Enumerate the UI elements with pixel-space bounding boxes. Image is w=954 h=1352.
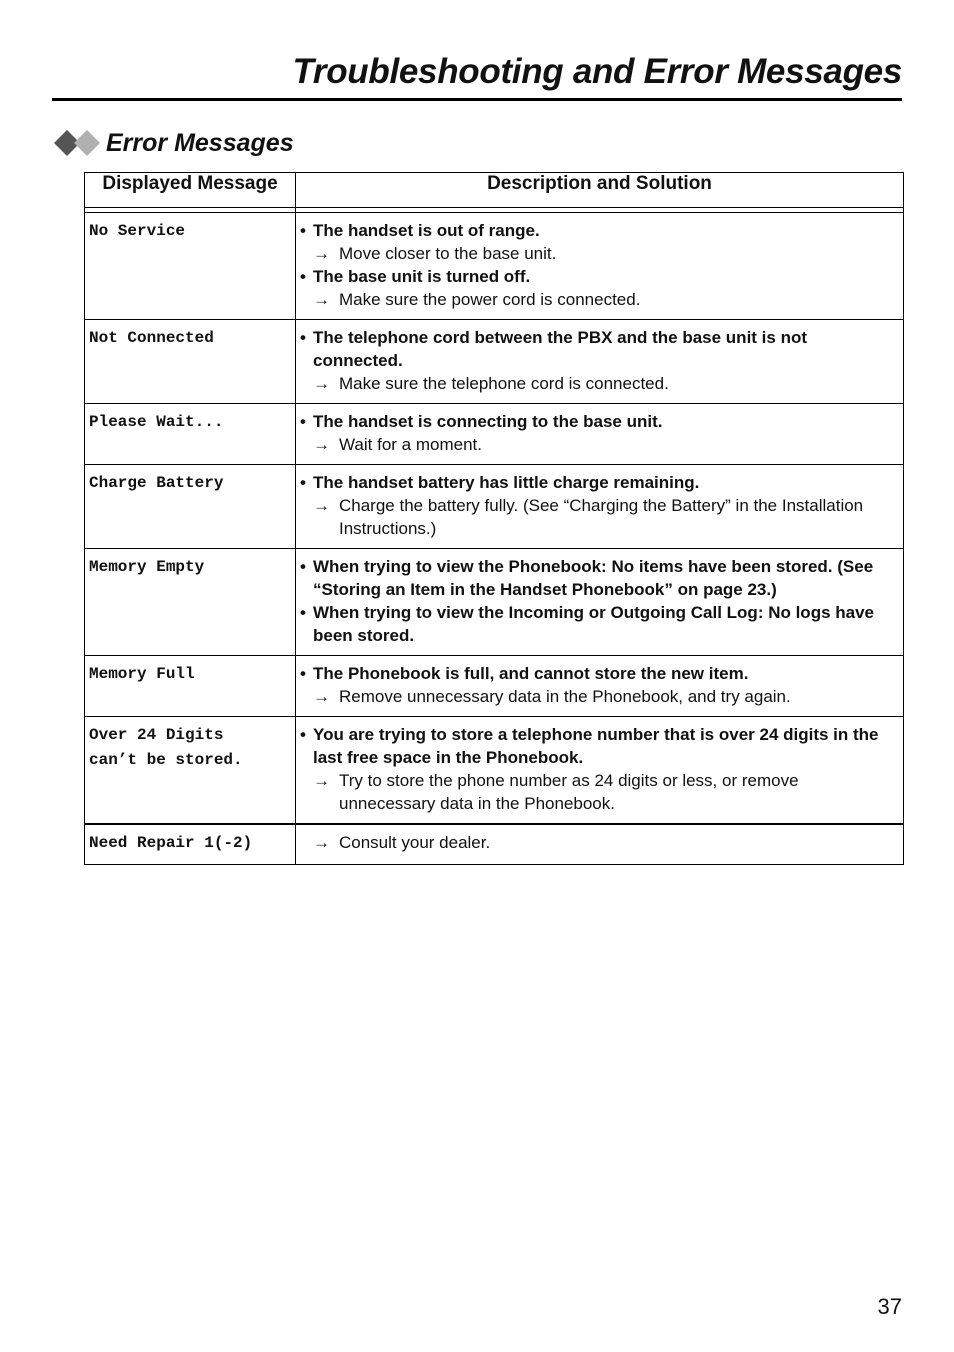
- table-row: [85, 656, 904, 717]
- solution-step: → Try to store the phone number as 24 digits or less, or remove unnecessary data in the Phonebook.: [300, 769, 897, 815]
- table-row: [85, 717, 904, 825]
- table-row: [85, 320, 904, 404]
- displayed-message: Memory Full: [89, 665, 195, 683]
- cause-bullet: • When trying to view the Phonebook: No items have been stored. (See “Storing an Item in the Handset Phonebook” on page 23.): [300, 555, 897, 601]
- header-description-solution: Description and Solution: [296, 173, 904, 208]
- description-cell: [296, 824, 904, 865]
- displayed-message: Not Connected: [89, 329, 214, 347]
- table-row: [85, 549, 904, 656]
- cause-bullet: • The handset is out of range.: [300, 219, 897, 242]
- solution-step: → Move closer to the base unit.: [300, 242, 897, 265]
- displayed-message: Please Wait...: [89, 413, 224, 431]
- table-row: [85, 213, 904, 320]
- error-messages-table: [84, 172, 904, 865]
- displayed-message: Charge Battery: [89, 474, 224, 492]
- table-header-row: [85, 173, 904, 208]
- table-row: [85, 824, 904, 865]
- displayed-message: can’t be stored.: [89, 751, 243, 769]
- description-cell: [296, 465, 904, 549]
- displayed-message-cell: [85, 717, 296, 825]
- cause-bullet: • The Phonebook is full, and cannot store the new item.: [300, 662, 897, 685]
- double-diamond-icon: [54, 128, 102, 158]
- section-heading: [54, 128, 294, 158]
- description-cell: [296, 656, 904, 717]
- displayed-message-cell: [85, 404, 296, 465]
- cause-bullet: • The base unit is turned off.: [300, 265, 897, 288]
- description-cell: [296, 404, 904, 465]
- description-cell: [296, 717, 904, 825]
- solution-step: → Consult your dealer.: [300, 831, 897, 854]
- table-row: [85, 465, 904, 549]
- solution-step: → Wait for a moment.: [300, 433, 897, 456]
- cause-bullet: • The handset is connecting to the base unit.: [300, 410, 897, 433]
- displayed-message-cell: [85, 465, 296, 549]
- description-cell: [296, 549, 904, 656]
- description-cell: [296, 213, 904, 320]
- page-title: Troubleshooting and Error Messages: [292, 52, 902, 91]
- header-displayed-message: Displayed Message: [85, 173, 296, 208]
- displayed-message-cell: [85, 824, 296, 865]
- solution-step: → Remove unnecessary data in the Phonebook, and try again.: [300, 685, 897, 708]
- title-rule: [52, 98, 902, 101]
- page-number: 37: [877, 1294, 902, 1319]
- table-row: [85, 404, 904, 465]
- displayed-message-cell: [85, 213, 296, 320]
- table-body: [85, 208, 904, 865]
- displayed-message-cell: [85, 656, 296, 717]
- displayed-message: Need Repair 1(-2): [89, 834, 253, 852]
- section-title: Error Messages: [106, 128, 294, 157]
- solution-step: → Charge the battery fully. (See “Charging the Battery” in the Installation Instructions.): [300, 494, 897, 540]
- cause-bullet: • When trying to view the Incoming or Outgoing Call Log: No logs have been stored.: [300, 601, 897, 647]
- cause-bullet: • The handset battery has little charge remaining.: [300, 471, 897, 494]
- displayed-message-cell: [85, 320, 296, 404]
- displayed-message: No Service: [89, 222, 186, 240]
- cause-bullet: • You are trying to store a telephone number that is over 24 digits in the last free space in the Phonebook.: [300, 723, 897, 769]
- displayed-message-cell: [85, 549, 296, 656]
- cause-bullet: • The telephone cord between the PBX and the base unit is not connected.: [300, 326, 897, 372]
- solution-step: → Make sure the telephone cord is connected.: [300, 372, 897, 395]
- displayed-message: Memory Empty: [89, 558, 205, 576]
- description-cell: [296, 320, 904, 404]
- solution-step: → Make sure the power cord is connected.: [300, 288, 897, 311]
- displayed-message: Over 24 Digits: [89, 726, 224, 744]
